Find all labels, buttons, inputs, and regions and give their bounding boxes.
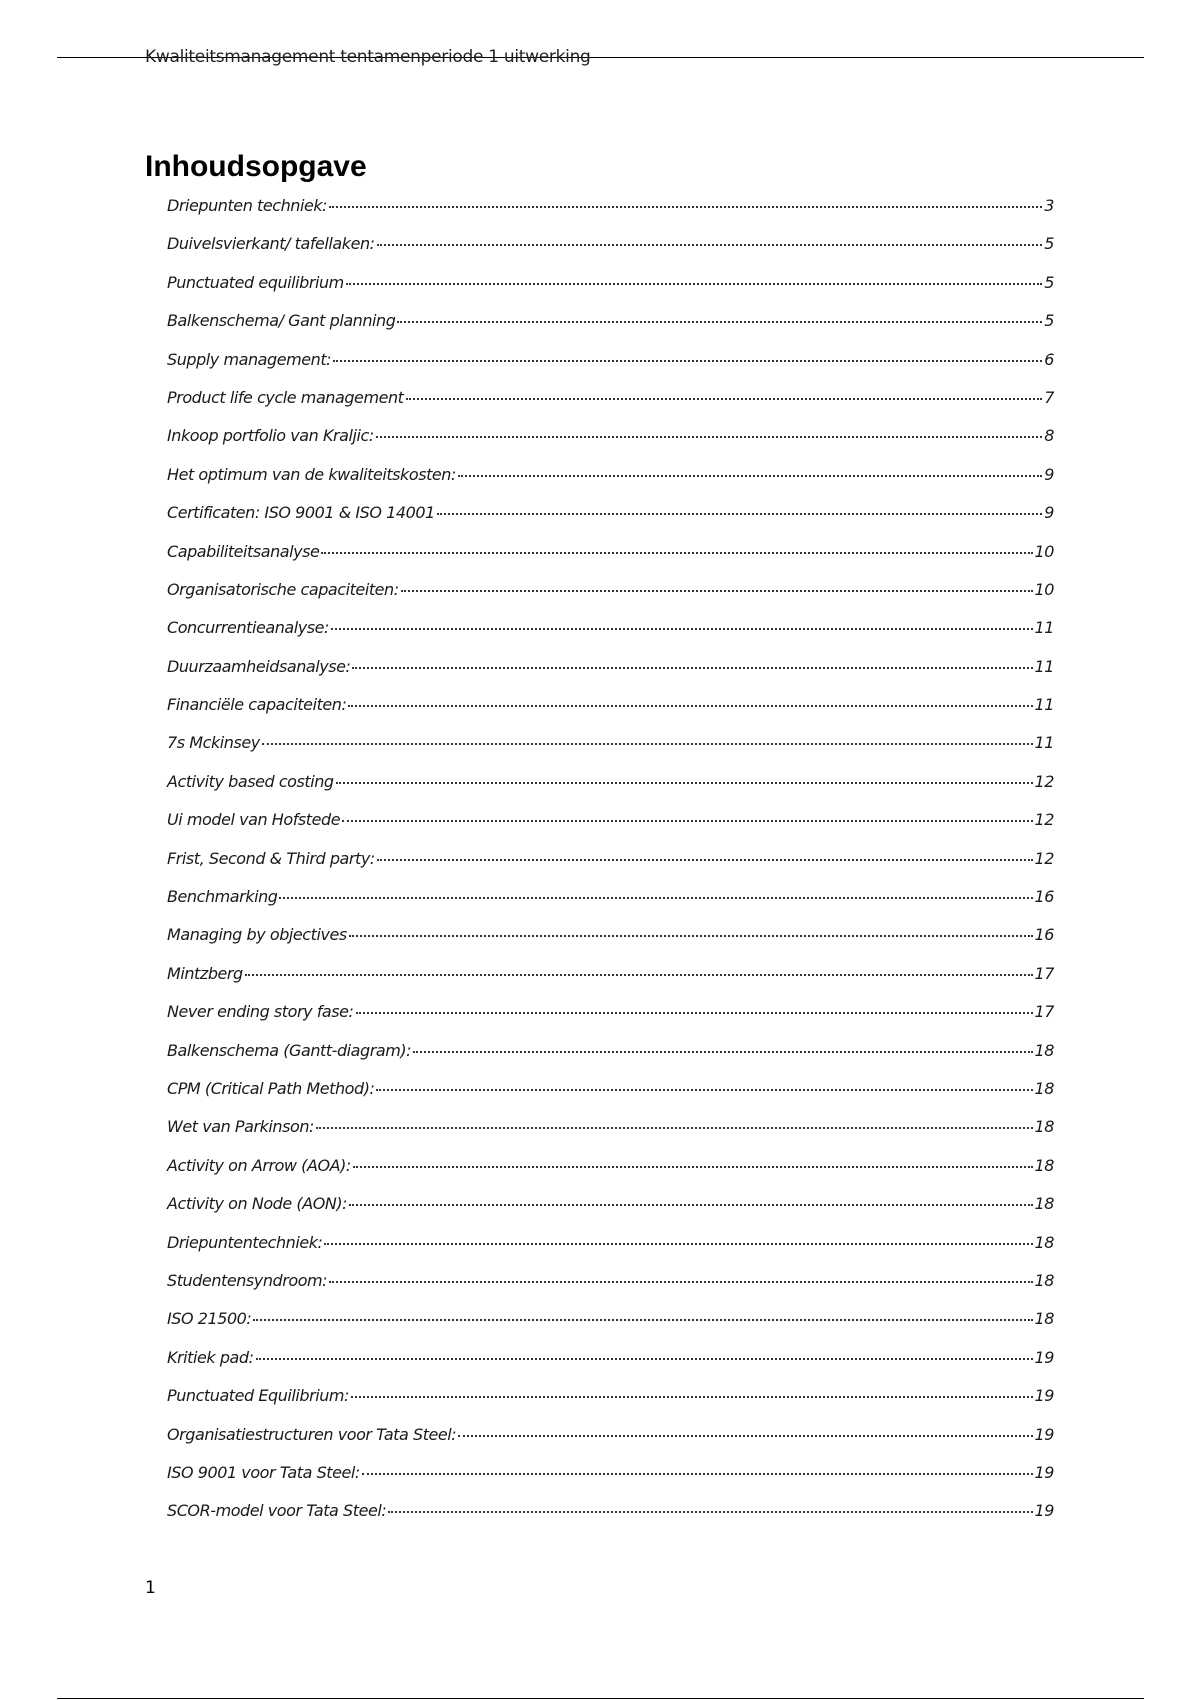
toc-dot-leader [356, 1012, 1033, 1014]
toc-dot-leader [362, 1473, 1033, 1475]
toc-entry[interactable] [167, 849, 1054, 887]
toc-entry-title: Supply management: [167, 349, 332, 369]
toc-entry[interactable] [167, 695, 1054, 733]
toc-entry[interactable] [167, 311, 1054, 349]
toc-entry-title: Driepuntentechniek: [167, 1232, 323, 1252]
toc-entry-page: 9 [1044, 464, 1054, 484]
toc-dot-leader [353, 1166, 1033, 1168]
toc-entry-page: 5 [1044, 272, 1054, 292]
toc-dot-leader [331, 628, 1033, 630]
toc-entry-title: Inkoop portfolio van Kraljic: [167, 426, 374, 446]
toc-entry[interactable] [167, 887, 1054, 925]
toc-entry-page: 6 [1044, 349, 1054, 369]
toc-dot-leader [401, 590, 1033, 592]
toc-entry-title: Organisatorische capaciteiten: [167, 579, 399, 599]
toc-entry[interactable] [167, 1348, 1054, 1386]
toc-entry[interactable] [167, 925, 1054, 963]
toc-entry[interactable] [167, 350, 1054, 388]
toc-entry-title: Wet van Parkinson: [167, 1117, 314, 1137]
toc-entry[interactable] [167, 1041, 1054, 1079]
toc-entry-title: Ui model van Hofstede [167, 810, 341, 830]
toc-entry-page: 7 [1044, 387, 1054, 407]
toc-entry[interactable] [167, 426, 1054, 464]
toc-entry-title: SCOR-model voor Tata Steel: [167, 1501, 387, 1521]
toc-dot-leader [336, 782, 1033, 784]
toc-entry[interactable] [167, 542, 1054, 580]
toc-entry-page: 17 [1034, 963, 1054, 983]
toc-entry[interactable] [167, 503, 1054, 541]
toc-entry-title: Activity on Node (AON): [167, 1194, 348, 1214]
toc-entry-title: Certificaten: ISO 9001 & ISO 14001 [167, 503, 435, 523]
toc-entry-title: ISO 21500: [167, 1309, 252, 1329]
table-of-contents [167, 196, 1054, 1540]
toc-dot-leader [413, 1051, 1032, 1053]
toc-entry-title: Balkenschema (Gantt-diagram): [167, 1040, 412, 1060]
toc-entry-page: 9 [1044, 503, 1054, 523]
toc-entry-title: Punctuated equilibrium [167, 272, 344, 292]
toc-entry[interactable] [167, 1271, 1054, 1309]
toc-entry-title: Activity based costing [167, 771, 334, 791]
toc-dot-leader [316, 1127, 1033, 1129]
toc-entry[interactable] [167, 618, 1054, 656]
toc-entry-title: Frist, Second & Third party: [167, 848, 375, 868]
toc-entry-title: Activity on Arrow (AOA): [167, 1155, 351, 1175]
toc-dot-leader [262, 743, 1033, 745]
toc-entry-page: 16 [1034, 925, 1054, 945]
toc-dot-leader [377, 244, 1043, 246]
toc-entry-title: Financiële capaciteiten: [167, 695, 347, 715]
toc-dot-leader [349, 1204, 1032, 1206]
toc-dot-leader [458, 1435, 1032, 1437]
toc-dot-leader [253, 1319, 1032, 1321]
toc-entry-title: Punctuated Equilibrium: [167, 1386, 349, 1406]
toc-dot-leader [329, 206, 1042, 208]
toc-entry-page: 11 [1034, 695, 1054, 715]
toc-entry-page: 19 [1034, 1386, 1054, 1406]
toc-dot-leader [321, 552, 1032, 554]
toc-entry-page: 18 [1034, 1232, 1054, 1252]
toc-entry[interactable] [167, 1117, 1054, 1155]
toc-dot-leader [348, 705, 1032, 707]
toc-entry[interactable] [167, 1233, 1054, 1271]
toc-entry-title: Benchmarking [167, 887, 278, 907]
toc-dot-leader [349, 935, 1033, 937]
toc-dot-leader [333, 360, 1042, 362]
toc-dot-leader [376, 1089, 1032, 1091]
toc-entry-page: 16 [1034, 887, 1054, 907]
toc-dot-leader [458, 475, 1042, 477]
toc-entry-page: 11 [1034, 733, 1054, 753]
toc-entry-page: 11 [1034, 618, 1054, 638]
toc-entry-title: Never ending story fase: [167, 1002, 354, 1022]
toc-entry-page: 12 [1034, 848, 1054, 868]
toc-entry-page: 19 [1034, 1501, 1054, 1521]
toc-entry[interactable] [167, 1309, 1054, 1347]
toc-entry[interactable] [167, 964, 1054, 1002]
toc-entry-page: 10 [1034, 579, 1054, 599]
toc-entry-title: Duurzaamheidsanalyse: [167, 656, 351, 676]
toc-entry[interactable] [167, 1386, 1054, 1424]
toc-entry[interactable] [167, 1002, 1054, 1040]
toc-entry-title: Organisatiestructuren voor Tata Steel: [167, 1424, 457, 1444]
toc-dot-leader [346, 283, 1042, 285]
toc-dot-leader [437, 513, 1042, 515]
toc-entry[interactable] [167, 810, 1054, 848]
toc-entry[interactable] [167, 273, 1054, 311]
toc-dot-leader [245, 974, 1033, 976]
toc-entry-page: 18 [1034, 1194, 1054, 1214]
toc-entry[interactable] [167, 580, 1054, 618]
toc-dot-leader [279, 897, 1032, 899]
toc-entry-title: Studentensyndroom: [167, 1270, 328, 1290]
toc-dot-leader [342, 820, 1032, 822]
toc-entry[interactable] [167, 1501, 1054, 1539]
toc-entry-title: ISO 9001 voor Tata Steel: [167, 1462, 360, 1482]
toc-entry-page: 18 [1034, 1078, 1054, 1098]
toc-dot-leader [352, 667, 1032, 669]
toc-heading: Inhoudsopgave [145, 150, 367, 183]
toc-entry[interactable] [167, 1425, 1054, 1463]
toc-entry-title: Concurrentieanalyse: [167, 618, 329, 638]
toc-dot-leader [256, 1358, 1033, 1360]
toc-entry-title: Duivelsvierkant/ tafellaken: [167, 234, 375, 254]
toc-entry-title: CPM (Critical Path Method): [167, 1078, 375, 1098]
toc-entry-page: 18 [1034, 1155, 1054, 1175]
toc-entry-title: Mintzberg [167, 963, 243, 983]
toc-entry[interactable] [167, 388, 1054, 426]
toc-entry[interactable] [167, 733, 1054, 771]
toc-entry-page: 5 [1044, 311, 1054, 331]
toc-dot-leader [377, 859, 1033, 861]
toc-entry-title: Capabiliteitsanalyse [167, 541, 320, 561]
toc-entry-page: 8 [1044, 426, 1054, 446]
toc-dot-leader [351, 1396, 1033, 1398]
toc-entry-page: 19 [1034, 1347, 1054, 1367]
toc-dot-leader [388, 1511, 1032, 1513]
toc-entry[interactable] [167, 657, 1054, 695]
toc-entry[interactable] [167, 234, 1054, 272]
toc-entry[interactable] [167, 1079, 1054, 1117]
toc-entry-page: 11 [1034, 656, 1054, 676]
toc-dot-leader [329, 1281, 1032, 1283]
running-header: Kwaliteitsmanagement tentamenperiode 1 uitwerking [145, 47, 591, 67]
toc-entry-title: 7s Mckinsey [167, 733, 260, 753]
toc-entry-page: 17 [1034, 1002, 1054, 1022]
toc-dot-leader [324, 1243, 1032, 1245]
toc-entry-title: Product life cycle management [167, 387, 404, 407]
toc-entry-page: 10 [1034, 541, 1054, 561]
toc-dot-leader [376, 436, 1042, 438]
toc-entry-page: 3 [1044, 196, 1054, 215]
toc-entry[interactable] [167, 1156, 1054, 1194]
toc-entry-page: 12 [1034, 810, 1054, 830]
toc-entry[interactable] [167, 465, 1054, 503]
toc-entry-page: 18 [1034, 1117, 1054, 1137]
footer-rule [57, 1698, 1144, 1699]
toc-entry-title: Kritiek pad: [167, 1347, 254, 1367]
toc-entry-page: 12 [1034, 771, 1054, 791]
page-number: 1 [145, 1578, 156, 1598]
toc-entry-page: 18 [1034, 1270, 1054, 1290]
toc-entry[interactable] [167, 772, 1054, 810]
toc-entry-title: Het optimum van de kwaliteitskosten: [167, 464, 456, 484]
toc-entry-title: Balkenschema/ Gant planning [167, 311, 396, 331]
toc-entry[interactable] [167, 1463, 1054, 1501]
toc-entry-page: 5 [1044, 234, 1054, 254]
toc-entry-page: 19 [1034, 1462, 1054, 1482]
toc-dot-leader [406, 398, 1043, 400]
toc-entry-title: Managing by objectives [167, 925, 347, 945]
toc-entry[interactable] [167, 196, 1054, 234]
toc-entry-title: Driepunten techniek: [167, 196, 328, 215]
toc-dot-leader [397, 321, 1042, 323]
toc-entry-page: 18 [1034, 1040, 1054, 1060]
toc-entry[interactable] [167, 1194, 1054, 1232]
toc-entry-page: 18 [1034, 1309, 1054, 1329]
toc-entry-page: 19 [1034, 1424, 1054, 1444]
